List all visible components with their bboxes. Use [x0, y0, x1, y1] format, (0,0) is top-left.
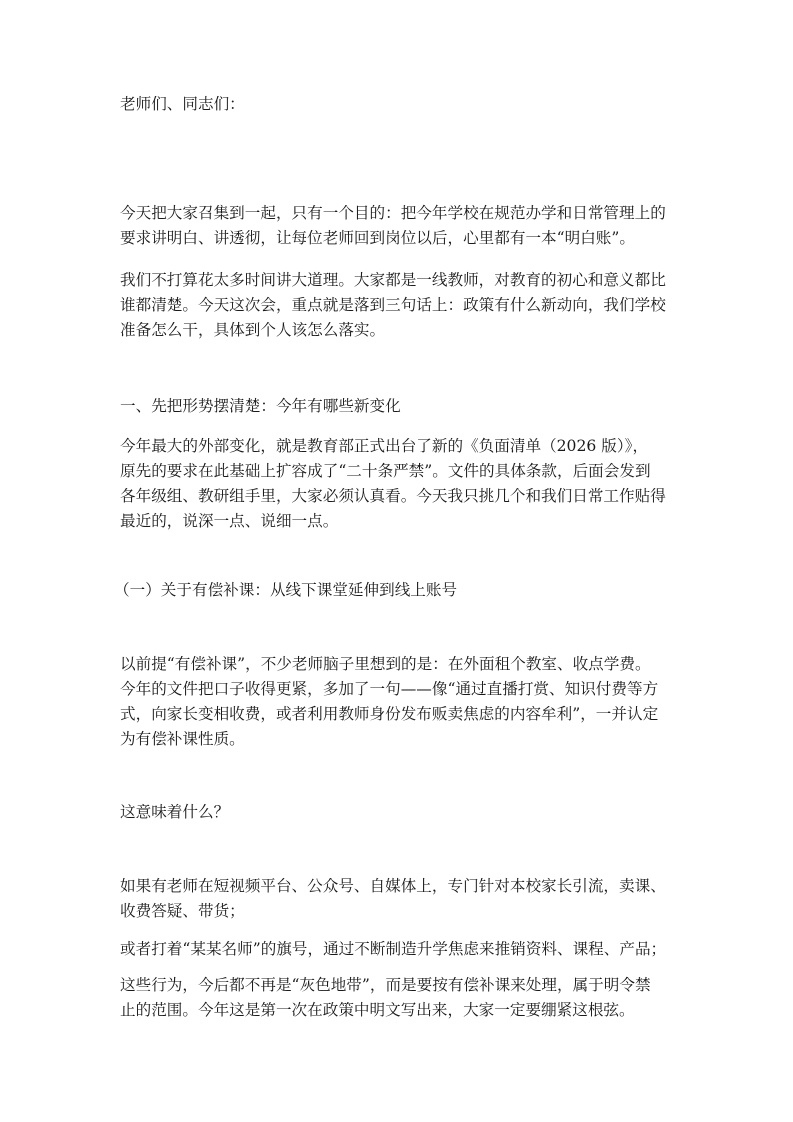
text-line: 式，向家长变相收费，或者利用教师身份发布贩卖焦虑的内容牟利”，一并认定	[120, 705, 659, 723]
text-line: 收费答疑、带货；	[120, 902, 245, 920]
greeting	[120, 92, 680, 117]
text-line: 我们不打算花太多时间讲大道理。大家都是一线教师，对教育的初心和意义都比	[120, 271, 666, 289]
subsection-heading-1	[114, 578, 674, 603]
paragraph-conclusion	[120, 973, 680, 1023]
text-line: 最近的，说深一点、说细一点。	[120, 512, 339, 530]
text-line: 今天把大家召集到一起，只有一个目的：把今年学校在规范办学和日常管理上的	[120, 204, 666, 222]
heading-text: 一、先把形势摆清楚：今年有哪些新变化	[120, 397, 401, 415]
paragraph-purpose	[120, 201, 680, 251]
text-line: 原先的要求在此基础上扩容成了“二十条严禁”。文件的具体条款，后面会发到	[120, 462, 651, 480]
text-line: 今年的文件把口子收得更紧，多加了一句——像“通过直播打赏、知识付费等方	[120, 680, 659, 698]
text-line: 如果有老师在短视频平台、公众号、自媒体上，专门针对本校家长引流，卖课、	[120, 877, 666, 895]
text-line: 以前提“有偿补课”，不少老师脑子里想到的是：在外面租个教室、收点学费。	[120, 655, 651, 673]
paragraph-example-1	[120, 874, 680, 924]
text-line: 今年最大的外部变化，就是教育部正式出台了新的《负面清单（2026 版）》，	[120, 437, 649, 455]
text-line: 准备怎么干，具体到个人该怎么落实。	[120, 321, 386, 339]
paragraph-focus	[120, 268, 680, 343]
section-heading-1	[120, 394, 680, 419]
text-line: 这些行为，今后都不再是“灰色地带”，而是要按有偿补课来处理，属于明令禁	[120, 976, 651, 994]
heading-text: （一）关于有偿补课：从线下课堂延伸到线上账号	[114, 581, 458, 599]
paragraph-changes	[120, 434, 680, 534]
paragraph-example-2	[120, 937, 680, 962]
text-line: 为有偿补课性质。	[120, 730, 245, 748]
text-line: 止的范围。今年这是第一次在政策中明文写出来，大家一定要绷紧这根弦。	[120, 1001, 635, 1019]
greeting-text: 老师们、同志们：	[120, 95, 245, 113]
paragraph-paid-tutoring	[120, 652, 680, 752]
question	[120, 800, 680, 825]
text-line: 或者打着“某某名师”的旗号，通过不断制造升学焦虑来推销资料、课程、产品；	[120, 940, 667, 958]
text-line: 各年级组、教研组手里，大家必须认真看。今天我只挑几个和我们日常工作贴得	[120, 487, 666, 505]
question-text: 这意味着什么？	[120, 803, 230, 821]
text-line: 要求讲明白、讲透彻，让每位老师回到岗位以后，心里都有一本“明白账”。	[120, 229, 635, 247]
text-line: 谁都清楚。今天这次会，重点就是落到三句话上：政策有什么新动向，我们学校	[120, 296, 666, 314]
